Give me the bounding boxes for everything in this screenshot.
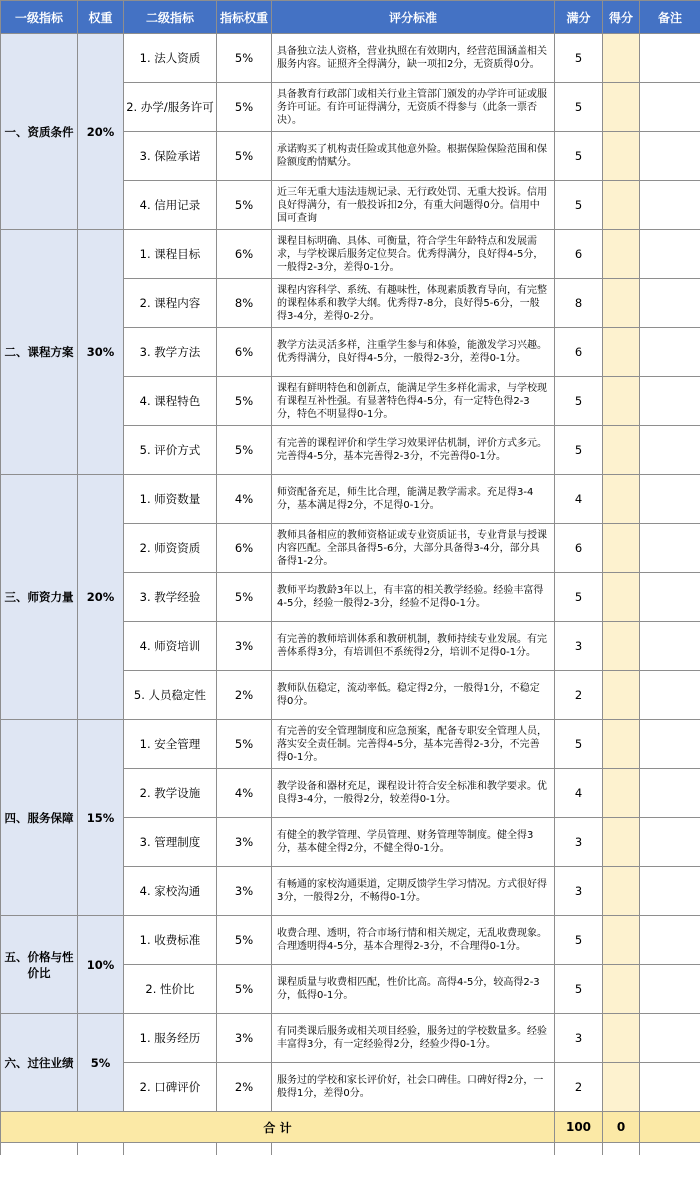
level1-weight: 15% [78,720,124,916]
header-criteria: 评分标准 [272,1,555,34]
header-note: 备注 [640,1,700,34]
score-cell[interactable] [603,328,640,377]
blank-cell [78,1143,124,1156]
full-score-cell: 5 [555,181,603,230]
level1-weight: 5% [78,1014,124,1112]
blank-cell [1,1143,78,1156]
note-cell[interactable] [640,475,700,524]
total-note[interactable] [640,1112,700,1143]
level2-weight: 3% [217,1014,272,1063]
note-cell[interactable] [640,720,700,769]
level2-weight: 3% [217,622,272,671]
criteria-cell: 教学设备和器材充足，课程设计符合安全标准和教学要求。优良得3-4分，一般得2分，较差得0-1分。 [272,769,555,818]
total-full-score: 100 [555,1112,603,1143]
level2-name: 1. 师资数量 [124,475,217,524]
full-score-cell: 6 [555,524,603,573]
header-row [1,1,700,34]
criteria-cell: 教师队伍稳定，流动率低。稳定得2分，一般得1分，不稳定得0分。 [272,671,555,720]
score-cell[interactable] [603,230,640,279]
level2-name: 1. 课程目标 [124,230,217,279]
criteria-cell: 师资配备充足，师生比合理，能满足教学需求。充足得3-4分，基本满足得2分，不足得0-1分。 [272,475,555,524]
level2-name: 2. 性价比 [124,965,217,1014]
header-full-score: 满分 [555,1,603,34]
full-score-cell: 5 [555,426,603,475]
full-score-cell: 3 [555,1014,603,1063]
note-cell[interactable] [640,818,700,867]
note-cell[interactable] [640,132,700,181]
criteria-cell: 服务过的学校和家长评价好，社会口碑佳。口碑好得2分，一般得1分，差得0分。 [272,1063,555,1112]
level2-weight: 5% [217,34,272,83]
blank-cell [603,1143,640,1156]
full-score-cell: 5 [555,965,603,1014]
full-score-cell: 5 [555,83,603,132]
header-level2: 二级指标 [124,1,217,34]
note-cell[interactable] [640,622,700,671]
full-score-cell: 8 [555,279,603,328]
criteria-cell: 有完善的教师培训体系和教研机制，教师持续专业发展。有完善体系得3分，有培训但不系统得2分，培训不足得0-1分。 [272,622,555,671]
full-score-cell: 2 [555,671,603,720]
level2-name: 1. 安全管理 [124,720,217,769]
note-cell[interactable] [640,916,700,965]
note-cell[interactable] [640,769,700,818]
level2-name: 1. 收费标准 [124,916,217,965]
level2-name: 2. 口碑评价 [124,1063,217,1112]
criteria-cell: 具备独立法人资格，营业执照在有效期内，经营范围涵盖相关服务内容。证照齐全得满分，缺一项扣2分，无资质得0分。 [272,34,555,83]
score-cell[interactable] [603,524,640,573]
note-cell[interactable] [640,965,700,1014]
score-cell[interactable] [603,720,640,769]
score-cell[interactable] [603,671,640,720]
full-score-cell: 5 [555,132,603,181]
level2-name: 5. 评价方式 [124,426,217,475]
criteria-cell: 承诺购买了机构责任险或其他意外险。根据保险保险范围和保险额度酌情赋分。 [272,132,555,181]
criteria-cell: 收费合理、透明，符合市场行情和相关规定，无乱收费现象。合理透明得4-5分，基本合理得2-3分，不合理得0-1分。 [272,916,555,965]
score-cell[interactable] [603,279,640,328]
note-cell[interactable] [640,524,700,573]
note-cell[interactable] [640,34,700,83]
level1-name: 一、资质条件 [1,34,78,230]
full-score-cell: 6 [555,328,603,377]
criteria-cell: 课程质量与收费相匹配，性价比高。高得4-5分，较高得2-3分，低得0-1分。 [272,965,555,1014]
level1-weight: 20% [78,34,124,230]
level2-weight: 8% [217,279,272,328]
note-cell[interactable] [640,83,700,132]
full-score-cell: 4 [555,769,603,818]
level2-weight: 5% [217,573,272,622]
level2-weight: 4% [217,769,272,818]
full-score-cell: 3 [555,622,603,671]
score-cell[interactable] [603,1063,640,1112]
criteria-cell: 课程有鲜明特色和创新点，能满足学生多样化需求，与学校现有课程互补性强。有显著特色得4-5分，有一定特色得2-3分，特色不明显得0-1分。 [272,377,555,426]
score-cell[interactable] [603,916,640,965]
criteria-cell: 课程内容科学、系统、有趣味性，体现素质教育导向，有完整的课程体系和教学大纲。优秀得7-8分，良好得5-6分，一般得3-4分，差得0-2分。 [272,279,555,328]
level2-name: 4. 信用记录 [124,181,217,230]
criteria-cell: 教师具备相应的教师资格证或专业资质证书，专业背景与授课内容匹配。全部具备得5-6分，大部分具备得3-4分，部分具备得1-2分。 [272,524,555,573]
level2-name: 3. 保险承诺 [124,132,217,181]
total-row [1,1112,700,1143]
criteria-cell: 有畅通的家校沟通渠道，定期反馈学生学习情况。方式很好得3分，一般得2分，不畅得0-1分。 [272,867,555,916]
full-score-cell: 5 [555,34,603,83]
level1-name: 六、过往业绩 [1,1014,78,1112]
table-row [1,475,700,524]
score-cell[interactable] [603,965,640,1014]
score-cell[interactable] [603,1014,640,1063]
level1-name: 五、价格与性价比 [1,916,78,1014]
criteria-cell: 有同类课后服务或相关项目经验，服务过的学校数量多。经验丰富得3分，有一定经验得2分，经验少得0-1分。 [272,1014,555,1063]
level2-name: 1. 服务经历 [124,1014,217,1063]
criteria-cell: 有完善的课程评价和学生学习效果评估机制，评价方式多元。完善得4-5分，基本完善得2-3分，不完善得0-1分。 [272,426,555,475]
level1-name: 四、服务保障 [1,720,78,916]
level2-name: 3. 教学经验 [124,573,217,622]
total-score: 0 [603,1112,640,1143]
level2-weight: 3% [217,867,272,916]
blank-cell [272,1143,555,1156]
blank-cell [217,1143,272,1156]
level2-name: 3. 教学方法 [124,328,217,377]
full-score-cell: 4 [555,475,603,524]
level2-weight: 3% [217,818,272,867]
full-score-cell: 3 [555,818,603,867]
level2-name: 4. 家校沟通 [124,867,217,916]
level2-name: 4. 师资培训 [124,622,217,671]
criteria-cell: 有完善的安全管理制度和应急预案，配备专职安全管理人员，落实安全责任制。完善得4-5分，基本完善得2-3分，不完善得0-1分。 [272,720,555,769]
criteria-cell: 有健全的教学管理、学员管理、财务管理等制度。健全得3分，基本健全得2分，不健全得0-1分。 [272,818,555,867]
level2-weight: 5% [217,132,272,181]
header-level1: 一级指标 [1,1,78,34]
note-cell[interactable] [640,230,700,279]
full-score-cell: 6 [555,230,603,279]
score-cell[interactable] [603,132,640,181]
level2-name: 2. 师资资质 [124,524,217,573]
level2-name: 5. 人员稳定性 [124,671,217,720]
note-cell[interactable] [640,1014,700,1063]
level2-weight: 2% [217,671,272,720]
note-cell[interactable] [640,1063,700,1112]
note-cell[interactable] [640,867,700,916]
level2-weight: 6% [217,328,272,377]
level2-weight: 5% [217,916,272,965]
level2-weight: 5% [217,181,272,230]
level1-weight: 10% [78,916,124,1014]
level2-weight: 5% [217,426,272,475]
criteria-cell: 课程目标明确、具体、可衡量，符合学生年龄特点和发展需求，与学校课后服务定位契合。优秀得满分，良好得4-5分，一般得2-3分，差得0-1分。 [272,230,555,279]
level2-weight: 6% [217,524,272,573]
score-cell[interactable] [603,426,640,475]
header-sub-weight: 指标权重 [217,1,272,34]
level2-weight: 5% [217,377,272,426]
level1-name: 三、师资力量 [1,475,78,720]
level2-name: 2. 教学设施 [124,769,217,818]
level2-weight: 5% [217,83,272,132]
total-label: 合 计 [1,1112,555,1143]
score-cell[interactable] [603,83,640,132]
score-cell[interactable] [603,475,640,524]
full-score-cell: 5 [555,720,603,769]
criteria-cell: 具备教育行政部门或相关行业主管部门颁发的办学许可证或服务许可证。有许可证得满分，无资质不得参与（此条一票否决）。 [272,83,555,132]
note-cell[interactable] [640,181,700,230]
level2-name: 1. 法人资质 [124,34,217,83]
level2-name: 4. 课程特色 [124,377,217,426]
level2-weight: 5% [217,720,272,769]
table-row [1,1014,700,1063]
note-cell[interactable] [640,279,700,328]
header-weight: 权重 [78,1,124,34]
blank-cell [555,1143,603,1156]
criteria-cell: 近三年无重大违法违规记录、无行政处罚、无重大投诉。信用良好得满分，有一般投诉扣2分，有重大问题得0分。信用中国可查询 [272,181,555,230]
score-cell[interactable] [603,818,640,867]
table-row [1,34,700,83]
criteria-cell: 教师平均教龄3年以上，有丰富的相关教学经验。经验丰富得4-5分，经验一般得2-3分，经验不足得0-1分。 [272,573,555,622]
full-score-cell: 5 [555,377,603,426]
note-cell[interactable] [640,377,700,426]
score-cell[interactable] [603,573,640,622]
level2-name: 2. 办学/服务许可 [124,83,217,132]
note-cell[interactable] [640,573,700,622]
full-score-cell: 5 [555,916,603,965]
full-score-cell: 3 [555,867,603,916]
blank-row [1,1143,700,1156]
score-cell[interactable] [603,867,640,916]
note-cell[interactable] [640,426,700,475]
note-cell[interactable] [640,671,700,720]
note-cell[interactable] [640,328,700,377]
table-body [1,34,700,1156]
level2-name: 3. 管理制度 [124,818,217,867]
score-cell[interactable] [603,769,640,818]
level2-weight: 5% [217,965,272,1014]
table-row [1,720,700,769]
score-cell[interactable] [603,34,640,83]
level1-name: 二、课程方案 [1,230,78,475]
level2-weight: 4% [217,475,272,524]
level2-weight: 2% [217,1063,272,1112]
level1-weight: 30% [78,230,124,475]
criteria-cell: 教学方法灵活多样，注重学生参与和体验，能激发学习兴趣。优秀得满分，良好得4-5分，一般得2-3分，差得0-1分。 [272,328,555,377]
score-cell[interactable] [603,622,640,671]
level2-weight: 6% [217,230,272,279]
full-score-cell: 2 [555,1063,603,1112]
full-score-cell: 5 [555,573,603,622]
level1-weight: 20% [78,475,124,720]
score-cell[interactable] [603,377,640,426]
level2-name: 2. 课程内容 [124,279,217,328]
table-row [1,230,700,279]
score-cell[interactable] [603,181,640,230]
header-score: 得分 [603,1,640,34]
table-row [1,916,700,965]
blank-cell [124,1143,217,1156]
blank-cell [640,1143,700,1156]
